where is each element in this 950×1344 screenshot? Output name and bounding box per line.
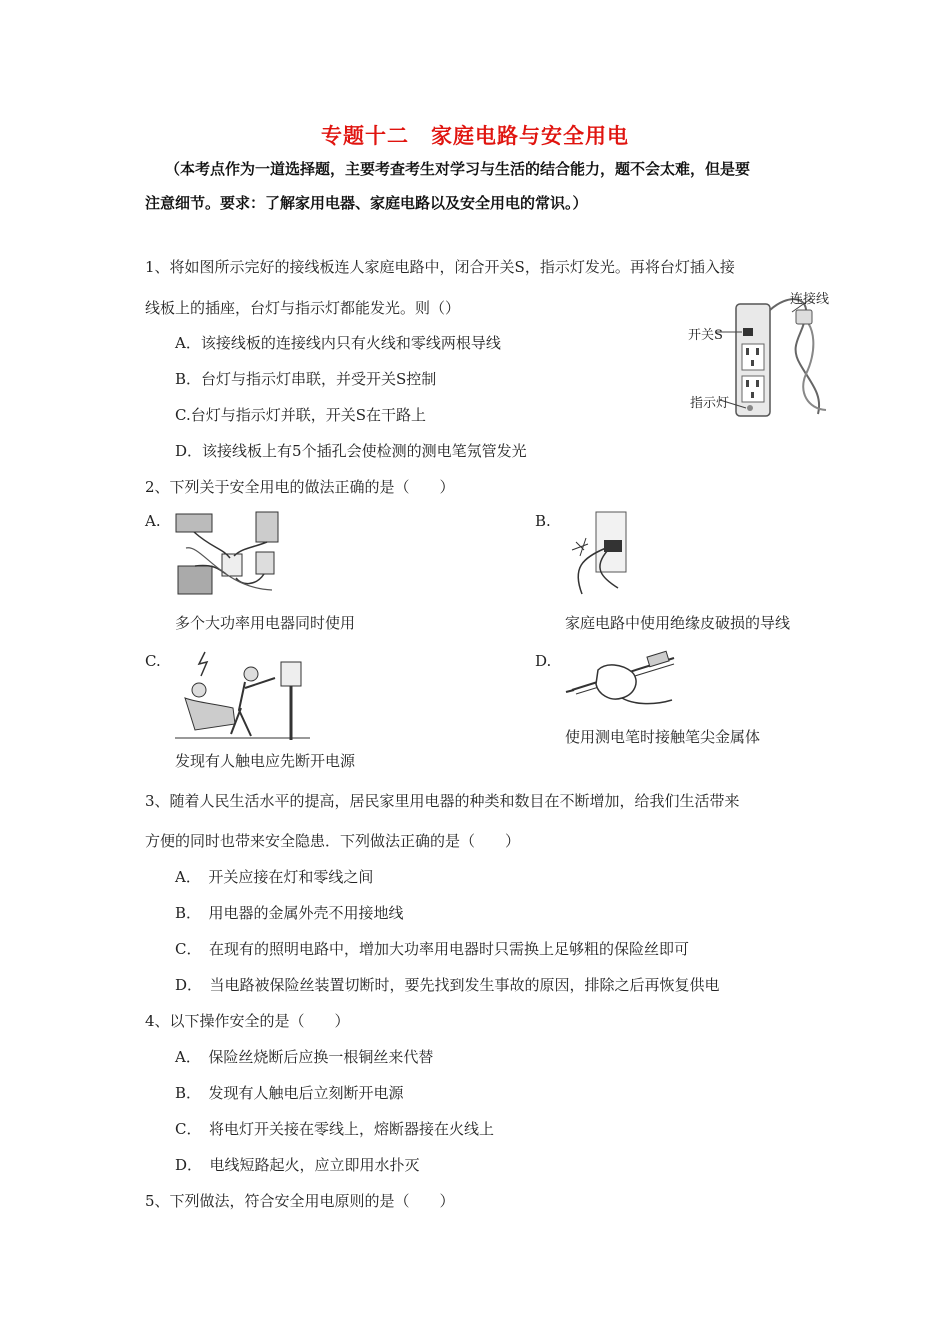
q2-stem: 2、下列关于安全用电的做法正确的是（ ） (145, 478, 455, 496)
q3-stem-line-1: 3、随着人民生活水平的提高，居民家里用电器的种类和数目在不断增加，给我们生活带来 (145, 792, 740, 810)
q2-choice-a-caption: 多个大功率用电器同时使用 (175, 614, 356, 632)
test-pen-illustration (562, 650, 682, 715)
q4-option-d: D． 电线短路起火，应立即用水扑灭 (175, 1156, 420, 1174)
q4-option-b: B． 发现有人触电后立刻断开电源 (175, 1084, 404, 1102)
cable-label: 连接线 (790, 292, 830, 307)
page-title: 专题十二 家庭电路与安全用电 (321, 124, 629, 148)
q3-option-b: B． 用电器的金属外壳不用接地线 (175, 904, 404, 922)
q2-choice-b-caption: 家庭电路中使用绝缘皮破损的导线 (565, 614, 791, 632)
switch-label: 开关S (688, 328, 723, 343)
power-strip-figure (688, 284, 858, 424)
q2-choice-b-letter: B. (535, 512, 551, 530)
q3-option-d: D． 当电路被保险丝装置切断时，要先找到发生事故的原因，排除之后再恢复供电 (175, 976, 720, 994)
q2-choice-c-caption: 发现有人触电应先断开电源 (175, 752, 356, 770)
q3-stem-line-2: 方便的同时也带来安全隐患．下列做法正确的是（ ） (145, 832, 521, 850)
electric-shock-rescue-illustration (175, 648, 310, 743)
q2-choice-a-letter: A. (145, 512, 161, 530)
q1-option-d: D．该接线板上有5个插孔会使检测的测电笔氖管发光 (175, 442, 527, 460)
overloaded-socket-illustration (172, 508, 297, 603)
q1-option-b: B．台灯与指示灯串联，并受开关S控制 (175, 370, 437, 388)
indicator-label: 指示灯 (690, 396, 730, 411)
q4-stem: 4、以下操作安全的是（ ） (145, 1012, 350, 1030)
q2-choice-c-letter: C. (145, 652, 161, 670)
q2-choice-d-caption: 使用测电笔时接触笔尖金属体 (565, 728, 761, 746)
q5-stem: 5、下列做法，符合安全用电原则的是（ ） (145, 1192, 455, 1210)
q3-option-c: C． 在现有的照明电路中，增加大功率用电器时只需换上足够粗的保险丝即可 (175, 940, 689, 958)
damaged-wire-illustration (562, 508, 642, 600)
intro-line-1: （本考点作为一道选择题，主要考查考生对学习与生活的结合能力，题不会太难，但是要 (165, 160, 751, 178)
q2-choice-d-letter: D. (535, 652, 552, 670)
q1-stem-line-1: 1、将如图所示完好的接线板连人家庭电路中，闭合开关S，指示灯发光。再将台灯插入接 (145, 258, 735, 276)
q4-option-c: C． 将电灯开关接在零线上，熔断器接在火线上 (175, 1120, 494, 1138)
q1-option-c: C.台灯与指示灯并联，开关S在干路上 (175, 406, 426, 424)
q3-option-a: A． 开关应接在灯和零线之间 (175, 868, 374, 886)
q1-option-a: A．该接线板的连接线内只有火线和零线两根导线 (175, 334, 501, 352)
intro-line-2: 注意细节。要求：了解家用电器、家庭电路以及安全用电的常识。） (145, 194, 588, 212)
q1-stem-line-2: 线板上的插座，台灯与指示灯都能发光。则（） (145, 299, 461, 317)
q4-option-a: A． 保险丝烧断后应换一根铜丝来代替 (175, 1048, 434, 1066)
